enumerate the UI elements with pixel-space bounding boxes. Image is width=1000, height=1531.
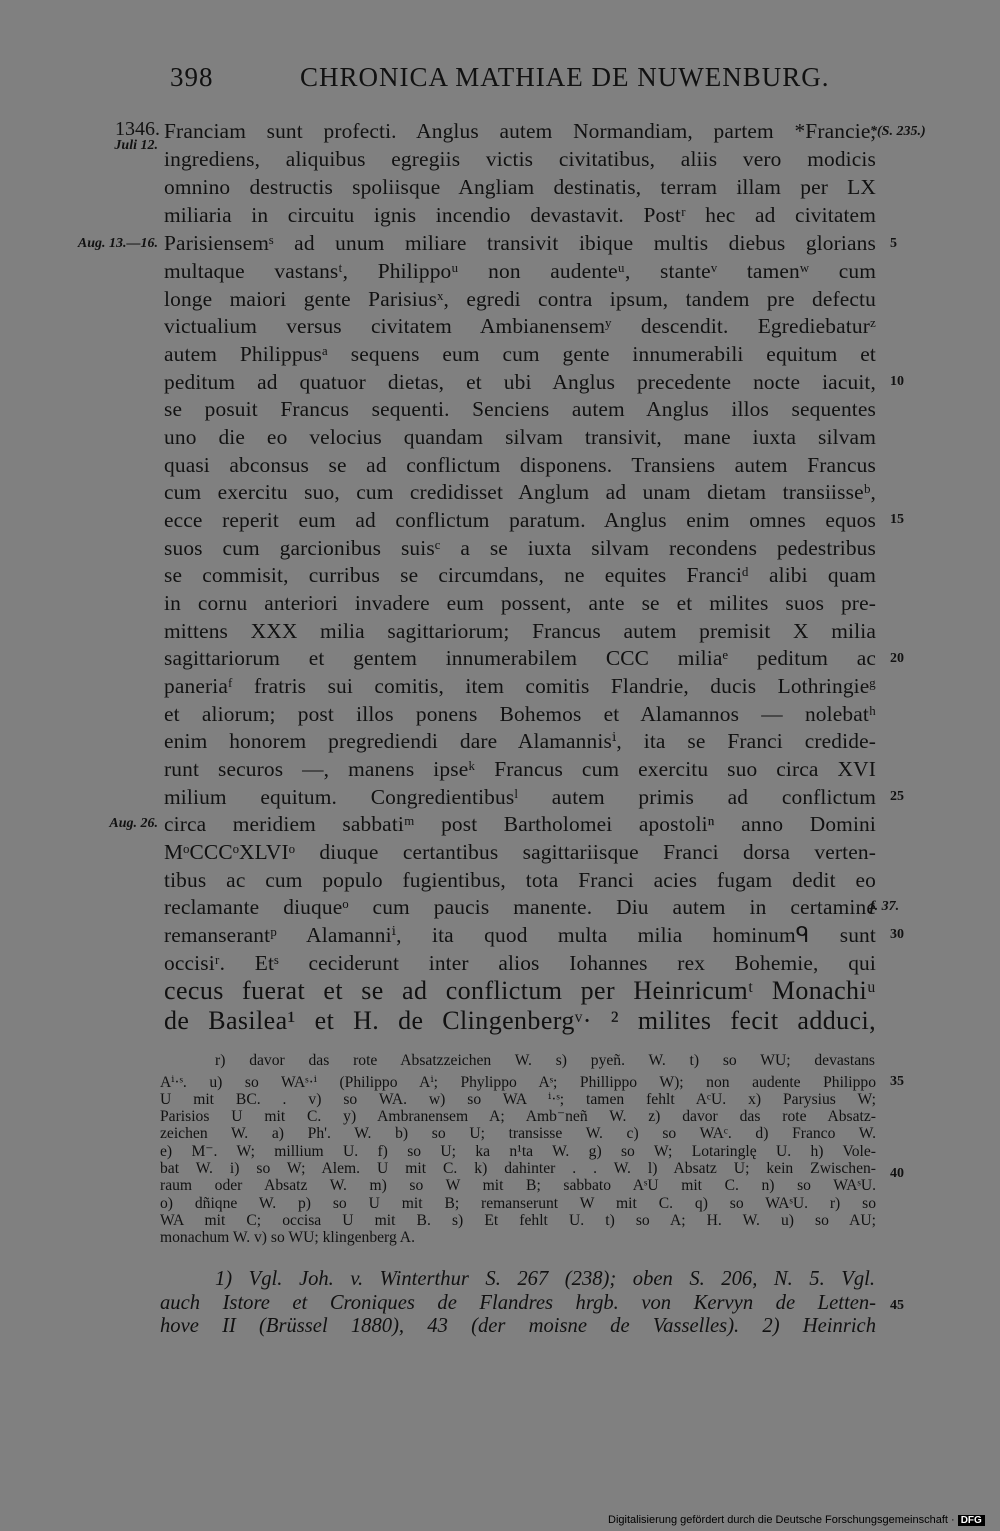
text-line: remanserantᵖ Alamanniⁱ, ita quod multa milia hominumᑫ sunt (164, 923, 876, 947)
text-line: victualium versus civitatem Ambianensemʸ descendit. Egrediebaturᶻ (164, 314, 876, 338)
text-line: se posuit Francus sequenti. Senciens autem Anglus illos sequentes (164, 397, 876, 421)
credit-text: Digitalisierung gefördert durch die Deutsche Forschungsgemeinschaft · (608, 1514, 955, 1526)
text-line: multaque vastansᵗ, Philippoᵘ non audenteᵘ, stanteᵛ tamenʷ cum (164, 259, 876, 283)
line-number: 25 (890, 789, 904, 804)
footnote-line: auch Istore et Croniques de Flandres hrgb. von Kervyn de Letten- (160, 1292, 876, 1314)
footnote-line: hove II (Brüssel 1880), 43 (der moisne de Vasselles). 2) Heinrich (160, 1315, 876, 1337)
apparatus-line: bat W. i) so W; Alem. U mit C. k) dahinter . . W. l) Absatz U; kein Zwischen- (160, 1160, 876, 1177)
text-line: et aliorum; post illos ponens Bohemos et Alamannos — nolebatʰ (164, 702, 876, 726)
margin-date: Aug. 26. (109, 816, 158, 831)
digitization-credit (608, 1514, 985, 1526)
text-line: reclamante diuqueᵒ cum paucis manente. Diu autem in certamine (164, 895, 876, 919)
text-line: mittens XXX milia sagittariorum; Francus autem premisit X milia (164, 619, 876, 643)
running-title: CHRONICA MATHIAE DE NUWENBURG. (300, 62, 830, 92)
text-line: ecce reperit eum ad conflictum paratum. Anglus enim omnes equos (164, 508, 876, 532)
apparatus-line: e) M⁻. W; millium U. f) so U; ka n¹ta W. g) so W; Lotaringlę U. h) Vole- (160, 1143, 876, 1160)
apparatus-line: Parisios U mit C. y) Ambranensem A; Amb⁻neñ W. z) davor das rote Absatz- (160, 1108, 876, 1125)
text-line: uno die eo velocius quandam silvam transivit, mane iuxta silvam (164, 425, 876, 449)
text-line: se commisit, curribus se circumdans, ne equites Franciᵈ alibi quam (164, 563, 876, 587)
text-line: circa meridiem sabbatiᵐ post Bartholomei apostoliⁿ anno Domini (164, 812, 876, 836)
text-line: quasi abconsus se ad conflictum disponens. Transiens autem Francus (164, 453, 876, 477)
text-line: tibus ac cum populo fugientibus, tota Franci acies fugam dedit eo (164, 868, 876, 892)
line-number: 30 (890, 927, 904, 942)
text-line: longe maiori gente Parisiusˣ, egredi contra ipsum, tandem pre defectu (164, 287, 876, 311)
margin-date: Juli 12. (114, 138, 158, 153)
margin-date: Aug. 13.—16. (77, 236, 158, 251)
line-number: 10 (890, 374, 904, 389)
line-number: 35 (890, 1074, 904, 1089)
text-line: miliaria in circuitu ignis incendio devastavit. Postʳ hec ad civitatem (164, 203, 876, 227)
text-line: paneriaᶠ fratris sui comitis, item comitis Flandrie, ducis Lothringieᵍ (164, 674, 876, 698)
apparatus-line: o) dñiqne W. p) so U mit B; remanserunt W mit C. q) so WAˢU. r) so (160, 1195, 876, 1212)
line-number: 20 (890, 651, 904, 666)
text-line: enim honorem pregrediendi dare Alamannisⁱ, ita se Franci credide- (164, 729, 876, 753)
apparatus-line: r) davor das rote Absatzzeichen W. s) pyeñ. W. t) so WU; devastans (215, 1052, 875, 1069)
text-line: sagittariorum et gentem innumerabilem CCC miliaᵉ peditum ac (164, 646, 876, 670)
apparatus-line: Aⁱ·ˢ. u) so WAˢ·ⁱ (Philippo Aⁱ; Phylippo Aˢ; Phillippo W); non audente Philippo (160, 1074, 876, 1091)
text-line: in cornu anteriori invadere eum possent, ante se et milites suos pre- (164, 591, 876, 615)
text-line: MᵒCCCᵒXLVIᵒ diuque certantibus sagittariisque Franci dorsa verten- (164, 840, 876, 864)
text-line: omnino destructis spoliisque Angliam destinatis, terram illam per LX (164, 175, 876, 199)
margin-year: 1346. (115, 118, 160, 140)
text-line: peditum ad quatuor dietas, et ubi Anglus precedente nocte iacuit, (164, 370, 876, 394)
apparatus-line: monachum W. v) so WU; klingenberg A. (160, 1229, 415, 1246)
page-number: 398 (170, 62, 214, 92)
text-line: de Basilea¹ et H. de Clingenbergᵛ· ² milites fecit adduci, (164, 1006, 876, 1035)
text-line: cum exercitu suo, cum credidisset Anglum ad unam dietam transiisseᵇ, (164, 480, 876, 504)
text-line: suos cum garcionibus suisᶜ a se iuxta silvam recondens pedestribus (164, 536, 876, 560)
text-line: Parisiensemˢ ad unum miliare transivit ibique multis diebus glorians (164, 231, 876, 255)
text-line: occisiʳ. Etˢ ceciderunt inter alios Iohannes rex Bohemie, qui (164, 951, 876, 975)
text-line: cecus fuerat et se ad conflictum per Heinricumᵗ Monachiᵘ (164, 976, 876, 1005)
line-number: 15 (890, 512, 904, 527)
line-number: 5 (890, 236, 897, 251)
apparatus-line: raum oder Absatz W. m) so W mit B; sabbato AˢU mit C. n) so WAˢU. (160, 1177, 876, 1194)
line-number: 45 (890, 1298, 904, 1313)
page-header (160, 58, 880, 98)
dfg-logo: DFG (958, 1515, 985, 1526)
text-line: milium equitum. Congredientibusˡ autem primis ad conflictum (164, 785, 876, 809)
text-line: ingrediens, aliquibus egregiis victis civitatibus, aliis vero modicis (164, 147, 876, 171)
line-number: 40 (890, 1166, 904, 1181)
margin-ref: f. 37. (870, 899, 900, 914)
text-line: runt securos —, manens ipseᵏ Francus cum exercitu suo circa XVI (164, 757, 876, 781)
text-line: Franciam sunt profecti. Anglus autem Normandiam, partem *Francie, (164, 119, 876, 143)
apparatus-line: zeichen W. a) Ph'. W. b) so U; transisse W. c) so WAᶜ. d) Franco W. (160, 1125, 876, 1142)
apparatus-line: WA mit C; occisa U mit B. s) Et fehlt U. t) so A; H. W. u) so AU; (160, 1212, 876, 1229)
margin-ref: *(S. 235.) (870, 124, 926, 139)
footnote-line: 1) Vgl. Joh. v. Winterthur S. 267 (238); oben S. 206, N. 5. Vgl. (215, 1268, 875, 1290)
apparatus-line: U mit BC. . v) so WA. w) so WA ⁱ·ˢ; tamen fehlt AᶜU. x) Parysius W; (160, 1091, 876, 1108)
text-line: autem Philippusᵃ sequens eum cum gente innumerabili equitum et (164, 342, 876, 366)
